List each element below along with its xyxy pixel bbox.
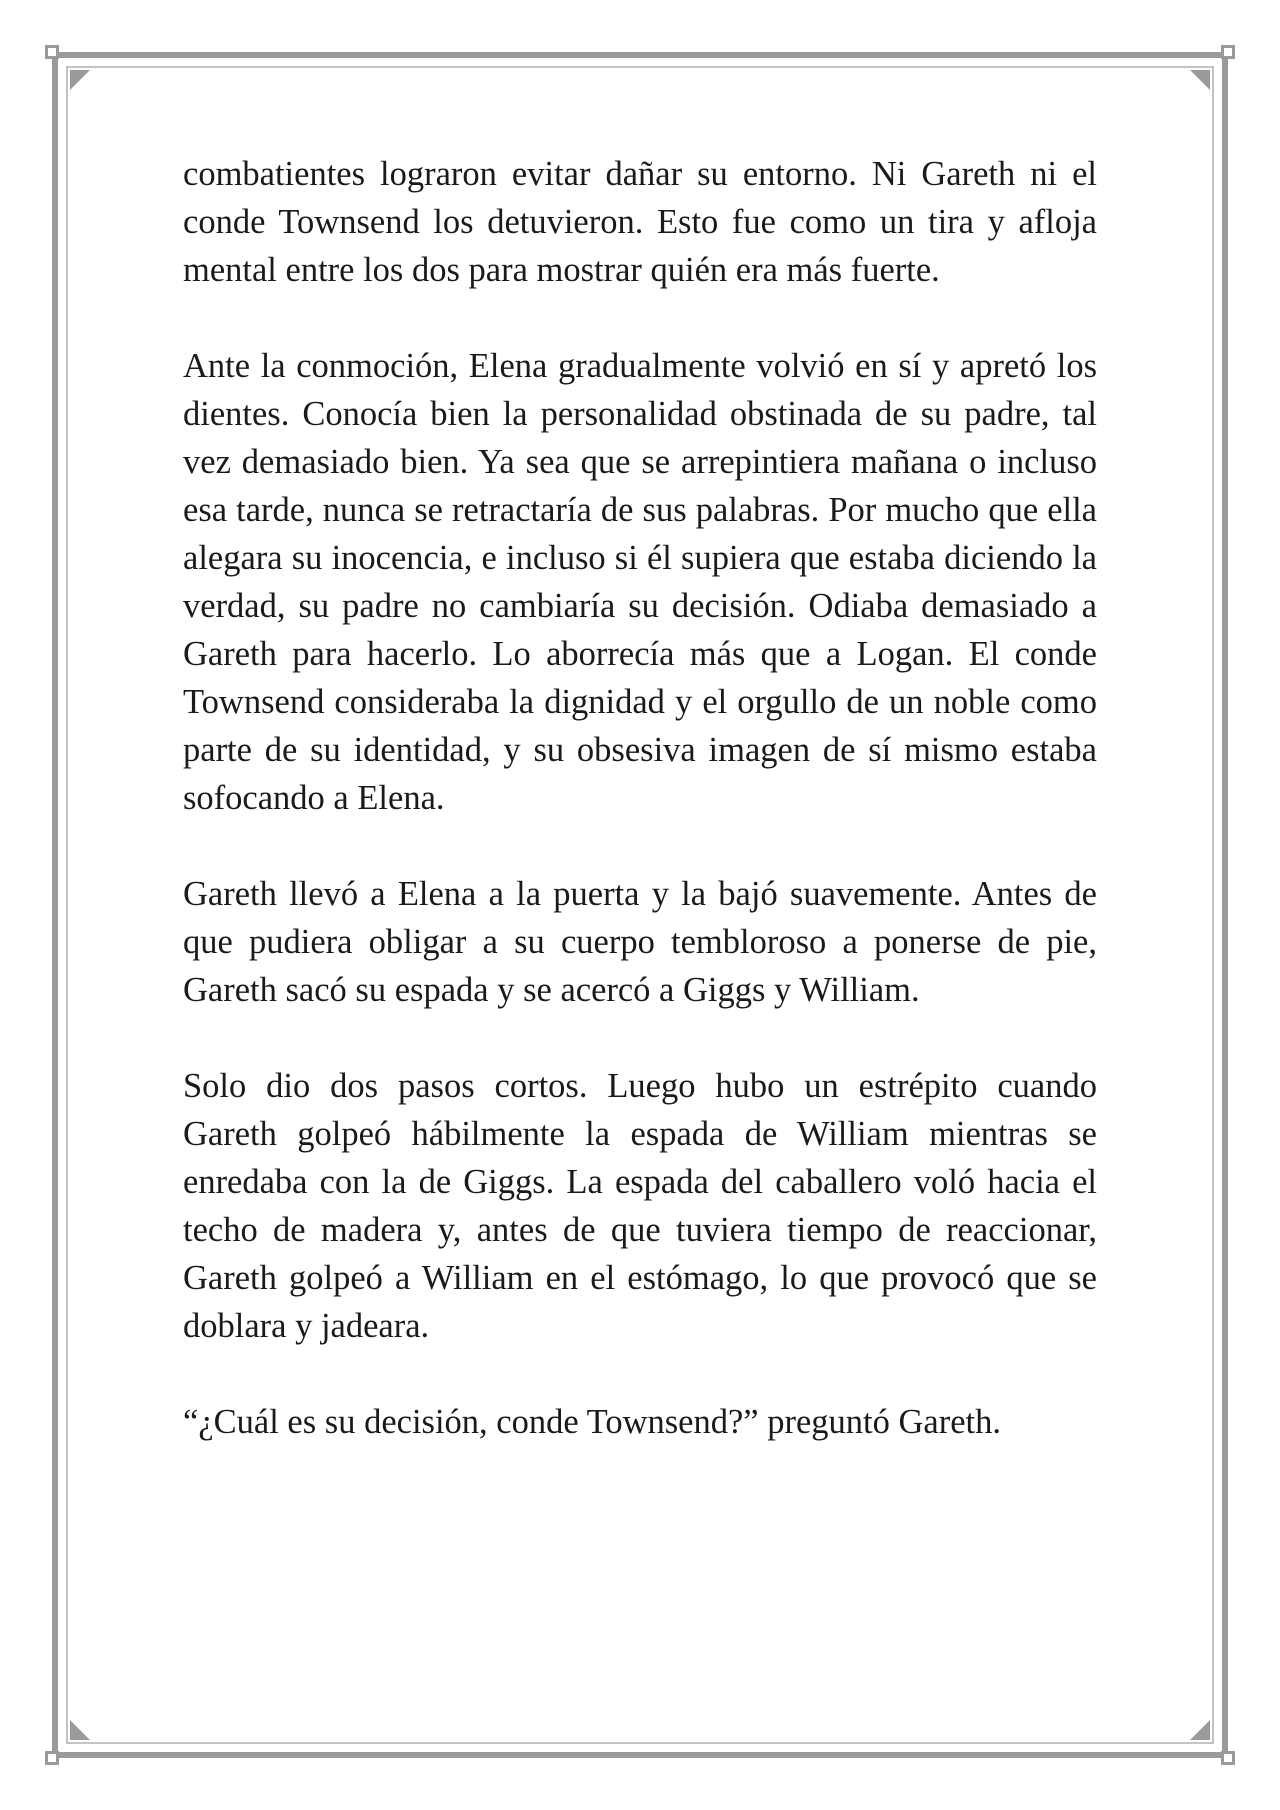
paragraph: combatientes lograron evitar dañar su entorno. Ni Gareth ni el conde Townsend los detuvieron. Esto fue como un tira y afloja mental entre los dos para mostrar quién era más fuerte.: [183, 155, 1097, 289]
corner-square-bottom-left: [45, 1751, 59, 1765]
paragraph: Solo dio dos pasos cortos. Luego hubo un estrépito cuando Gareth golpeó hábilmente la espada de William mientras se enredaba con la de Giggs. La espada del caballero voló hacia el techo de madera y, antes de que tuviera tiempo de reaccionar, Gareth golpeó a William en el estómago, lo que provocó que se doblara y jadeara.: [183, 1067, 1097, 1345]
paragraph: Ante la conmoción, Elena gradualmente volvió en sí y apretó los dientes. Conocía bien la personalidad obstinada de su padre, tal vez demasiado bien. Ya sea que se arrepintiera mañana o incluso esa tarde, nunca se retractaría de sus palabras. Por mucho que ella alegara su inocencia, e incluso si él supiera que estaba diciendo la verdad, su padre no cambiaría su decisión. Odiaba demasiado a Gareth para hacerlo. Lo aborrecía más que a Logan. El conde Townsend consideraba la dignidad y el orgullo de un noble como parte de su identidad, y su obsesiva imagen de sí mismo estaba sofocando a Elena.: [183, 347, 1097, 817]
corner-triangle-bottom-right: [1190, 1720, 1210, 1740]
corner-triangle-top-left: [70, 70, 90, 90]
corner-square-top-left: [45, 45, 59, 59]
page-body-text: [183, 150, 1097, 1494]
corner-triangle-top-right: [1190, 70, 1210, 90]
paragraph: Gareth llevó a Elena a la puerta y la bajó suavemente. Antes de que pudiera obligar a su cuerpo tembloroso a ponerse de pie, Gareth sacó su espada y se acercó a Giggs y William.: [183, 875, 1097, 1009]
corner-triangle-bottom-left: [70, 1720, 90, 1740]
paragraph: “¿Cuál es su decisión, conde Townsend?” preguntó Gareth.: [183, 1403, 1001, 1441]
corner-square-bottom-right: [1221, 1751, 1235, 1765]
corner-square-top-right: [1221, 45, 1235, 59]
